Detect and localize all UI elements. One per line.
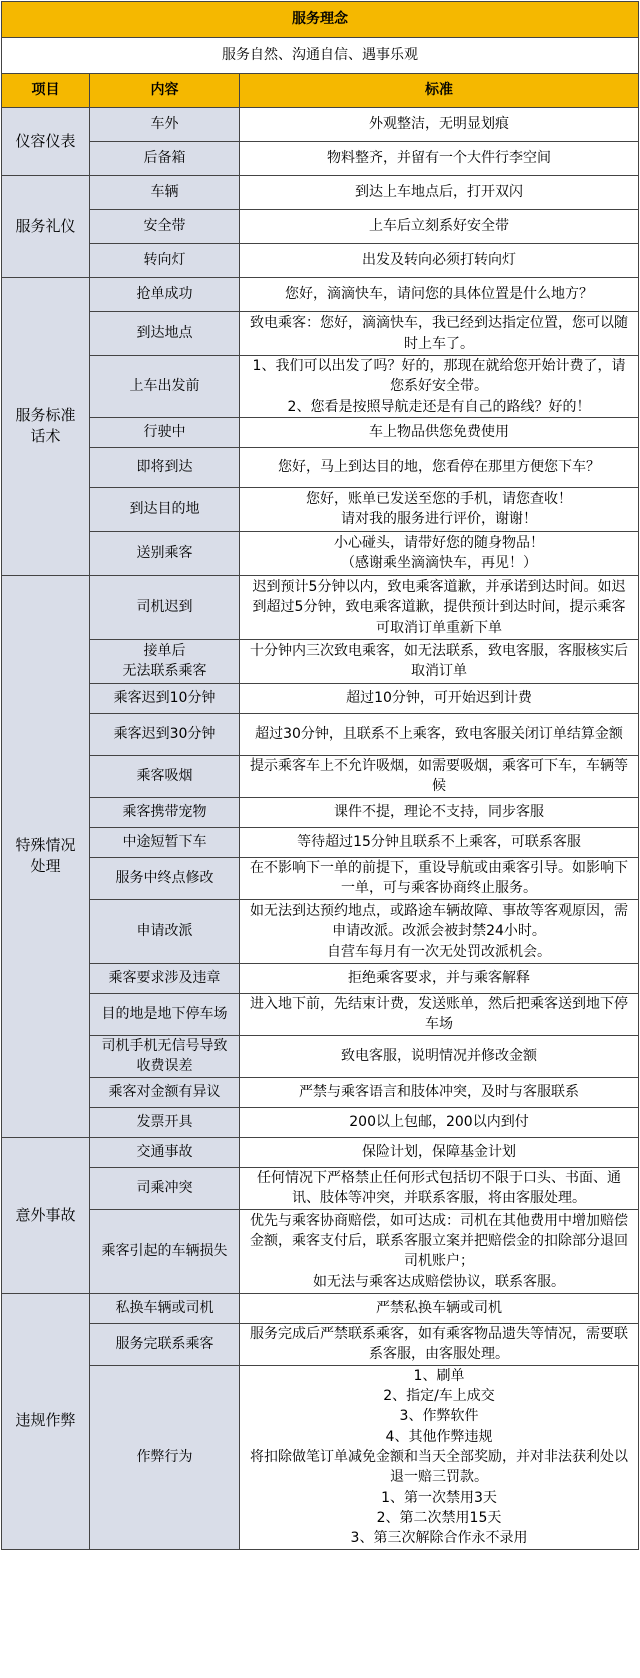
standard-cell: 严禁与乘客语言和肢体冲突，及时与客服联系	[240, 1077, 639, 1107]
table-row	[2, 1323, 639, 1365]
standard-cell: 外观整洁，无明显划痕	[240, 108, 639, 142]
table-row	[2, 210, 639, 244]
standard-cell: 到达上车地点后，打开双闪	[240, 176, 639, 210]
table-row	[2, 176, 639, 210]
table-row	[2, 356, 639, 418]
content-cell: 乘客要求涉及违章	[90, 963, 240, 993]
standard-cell: 您好，滴滴快车，请问您的具体位置是什么地方？	[240, 278, 639, 312]
content-cell: 乘客迟到10分钟	[90, 683, 240, 713]
header-content: 内容	[90, 74, 240, 108]
standard-cell: 小心碰头，请带好您的随身物品！ （感谢乘坐滴滴快车，再见！）	[240, 531, 639, 575]
table-row	[2, 142, 639, 176]
content-cell: 后备箱	[90, 142, 240, 176]
table-row	[2, 487, 639, 531]
table-row	[2, 857, 639, 899]
standard-cell: 如无法到达预约地点，或路途车辆故障、事故等客观原因，需申请改派。改派会被封禁24小时。 自营车每月有一次无处罚改派机会。	[240, 899, 639, 963]
content-cell: 车外	[90, 108, 240, 142]
standard-cell: 严禁私换车辆或司机	[240, 1293, 639, 1323]
standard-cell: 1、我们可以出发了吗？好的，那现在就给您开始计费了，请您系好安全带。 2、您看是按照导航走还是有自己的路线？好的！	[240, 356, 639, 418]
content-cell: 司机手机无信号导致收费误差	[90, 1035, 240, 1077]
category-cell: 服务标准 话术	[2, 278, 90, 576]
content-cell: 安全带	[90, 210, 240, 244]
header-category: 项目	[2, 74, 90, 108]
table-row	[2, 1035, 639, 1077]
standard-cell: 超过10分钟，可开始迟到计费	[240, 683, 639, 713]
table-row	[2, 683, 639, 713]
content-cell: 司乘冲突	[90, 1167, 240, 1209]
table-row	[2, 1107, 639, 1137]
category-cell: 特殊情况 处理	[2, 575, 90, 1137]
table-row	[2, 639, 639, 683]
table-row	[2, 797, 639, 827]
table-row	[2, 755, 639, 797]
standard-cell: 拒绝乘客要求，并与乘客解释	[240, 963, 639, 993]
content-cell: 送别乘客	[90, 531, 240, 575]
content-cell: 接单后 无法联系乘客	[90, 639, 240, 683]
standard-cell: 进入地下前，先结束计费，发送账单，然后把乘客送到地下停车场	[240, 993, 639, 1035]
content-cell: 乘客吸烟	[90, 755, 240, 797]
table-row	[2, 899, 639, 963]
table-row	[2, 278, 639, 312]
content-cell: 转向灯	[90, 244, 240, 278]
standard-cell: 车上物品供您免费使用	[240, 417, 639, 447]
table-subtitle: 服务自然、沟通自信、遇事乐观	[2, 38, 639, 74]
content-cell: 发票开具	[90, 1107, 240, 1137]
standard-cell: 您好，马上到达目的地，您看停在那里方便您下车？	[240, 447, 639, 487]
content-cell: 申请改派	[90, 899, 240, 963]
content-cell: 交通事故	[90, 1137, 240, 1167]
table-row	[2, 1077, 639, 1107]
content-cell: 乘客引起的车辆损失	[90, 1209, 240, 1293]
standard-cell: 任何情况下严格禁止任何形式包括切不限于口头、书面、通讯、肢体等冲突，并联系客服，将由客服处理。	[240, 1167, 639, 1209]
table-row	[2, 575, 639, 639]
standard-cell: 服务完成后严禁联系乘客，如有乘客物品遗失等情况，需要联系客服，由客服处理。	[240, 1323, 639, 1365]
standard-cell: 课件不提，理论不支持，同步客服	[240, 797, 639, 827]
content-cell: 私换车辆或司机	[90, 1293, 240, 1323]
table-row	[2, 1293, 639, 1323]
standard-cell: 200以上包邮，200以内到付	[240, 1107, 639, 1137]
table-row	[2, 963, 639, 993]
content-cell: 即将到达	[90, 447, 240, 487]
table-row	[2, 713, 639, 755]
table-row	[2, 531, 639, 575]
content-cell: 中途短暂下车	[90, 827, 240, 857]
standard-cell: 保险计划，保障基金计划	[240, 1137, 639, 1167]
standard-cell: 物料整齐，并留有一个大件行李空间	[240, 142, 639, 176]
content-cell: 行驶中	[90, 417, 240, 447]
standard-cell: 致电客服，说明情况并修改金额	[240, 1035, 639, 1077]
table-row	[2, 417, 639, 447]
table-row	[2, 993, 639, 1035]
standard-cell: 迟到预计5分钟以内，致电乘客道歉，并承诺到达时间。如迟到超过5分钟，致电乘客道歉，提供预计到达时间，提示乘客可取消订单重新下单	[240, 575, 639, 639]
standard-cell: 超过30分钟，且联系不上乘客，致电客服关闭订单结算金额	[240, 713, 639, 755]
table-row	[2, 244, 639, 278]
standard-cell: 出发及转向必须打转向灯	[240, 244, 639, 278]
category-cell: 仪容仪表	[2, 108, 90, 176]
header-standard: 标准	[240, 74, 639, 108]
standard-cell: 致电乘客：您好，滴滴快车，我已经到达指定位置，您可以随时上车了。	[240, 312, 639, 356]
table-row	[2, 312, 639, 356]
content-cell: 作弊行为	[90, 1365, 240, 1549]
table-row	[2, 1167, 639, 1209]
content-cell: 上车出发前	[90, 356, 240, 418]
table-title: 服务理念	[2, 2, 639, 38]
category-cell: 违规作弊	[2, 1293, 90, 1549]
content-cell: 乘客携带宠物	[90, 797, 240, 827]
standard-cell: 提示乘客车上不允许吸烟，如需要吸烟，乘客可下车，车辆等候	[240, 755, 639, 797]
content-cell: 抢单成功	[90, 278, 240, 312]
content-cell: 服务中终点修改	[90, 857, 240, 899]
table-row	[2, 1209, 639, 1293]
standard-cell: 在不影响下一单的前提下，重设导航或由乘客引导。如影响下一单，可与乘客协商终止服务。	[240, 857, 639, 899]
category-cell: 服务礼仪	[2, 176, 90, 278]
table-row	[2, 108, 639, 142]
table-row	[2, 1365, 639, 1549]
header-row	[2, 74, 639, 108]
standard-cell: 上车后立刻系好安全带	[240, 210, 639, 244]
content-cell: 到达地点	[90, 312, 240, 356]
content-cell: 目的地是地下停车场	[90, 993, 240, 1035]
content-cell: 服务完联系乘客	[90, 1323, 240, 1365]
table-row	[2, 447, 639, 487]
standard-cell: 等待超过15分钟且联系不上乘客，可联系客服	[240, 827, 639, 857]
table-row	[2, 1137, 639, 1167]
content-cell: 司机迟到	[90, 575, 240, 639]
standard-cell: 您好，账单已发送至您的手机，请您查收！ 请对我的服务进行评价，谢谢！	[240, 487, 639, 531]
category-cell: 意外事故	[2, 1137, 90, 1293]
service-standards-table	[1, 1, 639, 1550]
content-cell: 乘客对金额有异议	[90, 1077, 240, 1107]
standard-cell: 1、刷单 2、指定/车上成交 3、作弊软件 4、其他作弊违规 将扣除做笔订单减免金额和当天全部奖励，并对非法获利处以退一赔三罚款。 1、第一次禁用3天 2、第二次禁用15天 3、第三次解除合作永不录用	[240, 1365, 639, 1549]
content-cell: 车辆	[90, 176, 240, 210]
content-cell: 乘客迟到30分钟	[90, 713, 240, 755]
content-cell: 到达目的地	[90, 487, 240, 531]
standard-cell: 优先与乘客协商赔偿，如可达成：司机在其他费用中增加赔偿金额，乘客支付后，联系客服立案并把赔偿金的扣除部分退回司机账户； 如无法与乘客达成赔偿协议，联系客服。	[240, 1209, 639, 1293]
table-row	[2, 827, 639, 857]
standard-cell: 十分钟内三次致电乘客，如无法联系，致电客服，客服核实后取消订单	[240, 639, 639, 683]
